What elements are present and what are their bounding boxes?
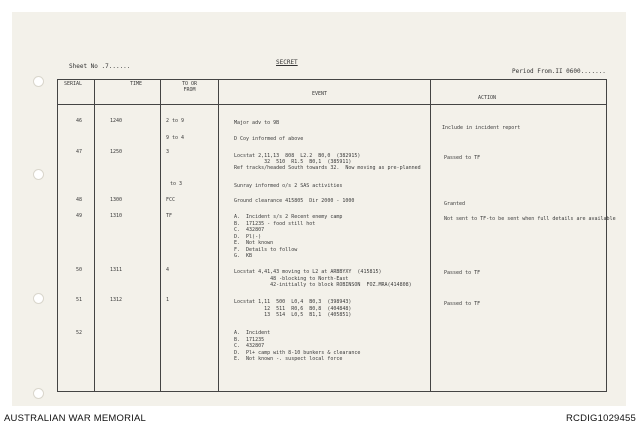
action-cell: Passed to TF bbox=[444, 301, 481, 307]
punch-hole bbox=[33, 76, 44, 87]
serial-cell: 47 bbox=[76, 149, 83, 155]
event-cell: A. Incident B. 171235 C. 432807 D. Pl+ camp with 8-10 bunkers & clearance E. Not known -. suspect local force bbox=[234, 330, 361, 362]
event-cell: Sunray informed o/s 2 SAS activities bbox=[234, 183, 343, 189]
serial-cell: 46 bbox=[76, 118, 83, 124]
time-cell: 1310 bbox=[110, 213, 123, 219]
serial-cell: 48 bbox=[76, 197, 83, 203]
time-cell: 1250 bbox=[110, 149, 123, 155]
left-rule bbox=[57, 79, 58, 392]
tofrom-cell: FCC bbox=[166, 197, 176, 203]
classification: SECRET bbox=[276, 59, 298, 66]
col-rule bbox=[160, 79, 161, 392]
action-cell: Not sent to TF-to be sent when full details are available bbox=[444, 216, 616, 222]
time-cell: 1312 bbox=[110, 297, 123, 303]
document-page bbox=[12, 12, 626, 406]
tofrom-cell: to 3 bbox=[170, 181, 183, 187]
serial-cell: 49 bbox=[76, 213, 83, 219]
col-header-event: EVENT bbox=[312, 91, 328, 97]
right-rule bbox=[606, 79, 607, 392]
time-cell: 1240 bbox=[110, 118, 123, 124]
action-cell: Include in incident report bbox=[442, 125, 521, 131]
punch-hole bbox=[33, 169, 44, 180]
event-cell: Locstat 2,11,13 808 L2.2 B0,0 (382915) 32 510 R1.5 B0,1 (385911) Ref tracks/headed South towards 32. Now moving as pre-planned bbox=[234, 153, 421, 171]
col-header-action: ACTION bbox=[478, 95, 497, 101]
event-cell: Locstat 1,11 500 L0,4 B0,3 (398943) 12 511 R0,6 B0,8 (404848) 13 514 L0,5 B1,1 (405851) bbox=[234, 299, 352, 318]
action-cell: Passed to TF bbox=[444, 155, 481, 161]
event-cell: D Coy informed of above bbox=[234, 136, 304, 142]
tofrom-cell: 2 to 9 bbox=[166, 118, 185, 124]
sheet-number: Sheet No .7...... bbox=[69, 63, 131, 70]
col-rule bbox=[94, 79, 95, 392]
event-cell: A. Incident s/s 2 Recent enemy camp B. 171235 - food still hot C. 432807 D. Pl(-) E. Not known F. Details to follow G. KB bbox=[234, 214, 343, 259]
table-top-rule bbox=[57, 79, 607, 80]
serial-cell: 52 bbox=[76, 330, 83, 336]
serial-cell: 50 bbox=[76, 267, 83, 273]
col-header-serial: SERIAL bbox=[64, 81, 83, 87]
table-bottom-rule bbox=[57, 391, 607, 392]
punch-hole bbox=[33, 293, 44, 304]
tofrom-cell: 4 bbox=[166, 267, 170, 273]
action-cell: Granted bbox=[444, 201, 466, 207]
header-bottom-rule bbox=[57, 104, 607, 105]
tofrom-cell: 1 bbox=[166, 297, 170, 303]
footer-right: RCDIG1029455 bbox=[566, 413, 636, 424]
time-cell: 1311 bbox=[110, 267, 123, 273]
footer-left: AUSTRALIAN WAR MEMORIAL bbox=[4, 413, 147, 424]
col-rule bbox=[430, 79, 431, 392]
action-cell: Passed to TF bbox=[444, 270, 481, 276]
period-from: Period From.II 0600....... bbox=[512, 68, 606, 75]
punch-hole bbox=[33, 388, 44, 399]
tofrom-cell: TF bbox=[166, 213, 173, 219]
serial-cell: 51 bbox=[76, 297, 83, 303]
event-cell: Ground clearance 415805 Dir 2000 - 1000 bbox=[234, 198, 355, 204]
tofrom-cell: 9 to 4 bbox=[166, 135, 185, 141]
col-header-to-or-from: TO OR FROM bbox=[182, 81, 198, 93]
event-cell: Locstat 4,41,43 moving to L2 at ARBBYXY (415815) 48 -blocking to North-East 42-initially to block ROBINSON FOZ.MRA(414808) bbox=[234, 269, 412, 288]
time-cell: 1300 bbox=[110, 197, 123, 203]
col-header-time: TIME bbox=[130, 81, 143, 87]
tofrom-cell: 3 bbox=[166, 149, 170, 155]
col-rule bbox=[218, 79, 219, 392]
event-cell: Major adv to 9B bbox=[234, 120, 280, 126]
